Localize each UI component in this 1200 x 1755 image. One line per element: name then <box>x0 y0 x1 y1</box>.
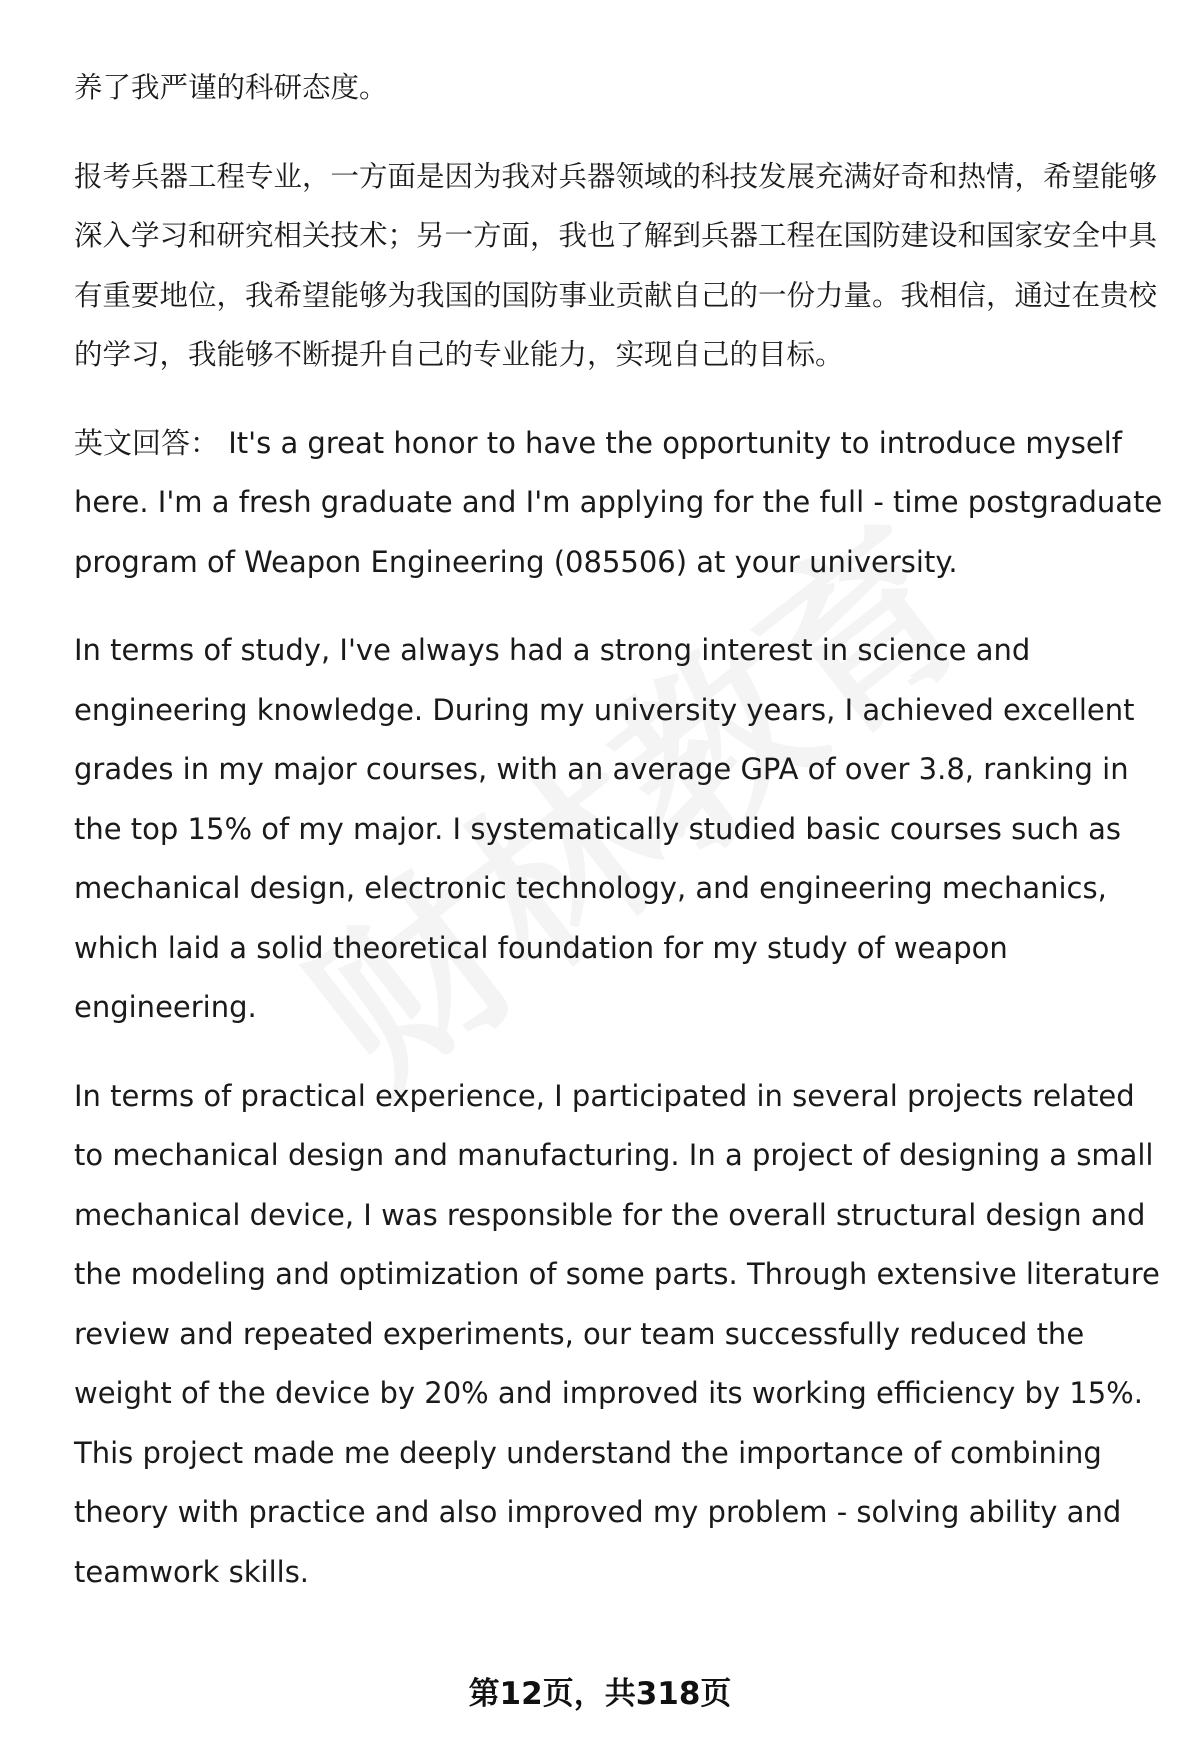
paragraph-cn-motivation: 报考兵器工程专业，一方面是因为我对兵器领域的科技发展充满好奇和热情，希望能够深入学习和研究相关技术；另一方面，我也了解到兵器工程在国防建设和国家安全中具有重要地位，我希望能够为我国的国防事业贡献自己的一份力量。我相信，通过在贵校的学习，我能够不断提升自己的专业能力，实现自己的目标。 <box>74 159 1158 371</box>
document-body <box>74 58 1164 1631</box>
paragraph-cn-continuation: 养了我严谨的科研态度。 <box>74 71 388 104</box>
paragraph-en-practice: In terms of practical experience, I participated in several projects related to mechanical design and manufacturing. In a project of designing a small mechanical device, I was responsible for the overall structural design and the modeling and optimization of some parts. Through extensive literature review and repeated experiments, our team successfully reduced the weight of the device by 20% and improved its working efficiency by 15%. This project made me deeply understand the importance of combining theory with practice and also improved my problem - solving ability and teamwork skills. <box>74 1078 1160 1589</box>
page-number: 第12页，共318页 <box>468 1676 732 1712</box>
paragraph-en-study: In terms of study, I've always had a strong interest in science and engineering knowledge. During my university years, I achieved excellent grades in my major courses, with an average GPA of over 3.8, ranking in the top 15% of my major. I systematically studied basic courses such as mechanical design, electronic technology, and engineering mechanics, which laid a solid theoretical foundation for my study of weapon engineering. <box>74 633 1135 1024</box>
paragraph-en-intro: 英文回答： It's a great honor to have the opportunity to introduce myself here. I'm a fresh graduate and I'm applying for the full - time postgraduate program of Weapon Engineering (085506) at your university. <box>74 425 1163 579</box>
